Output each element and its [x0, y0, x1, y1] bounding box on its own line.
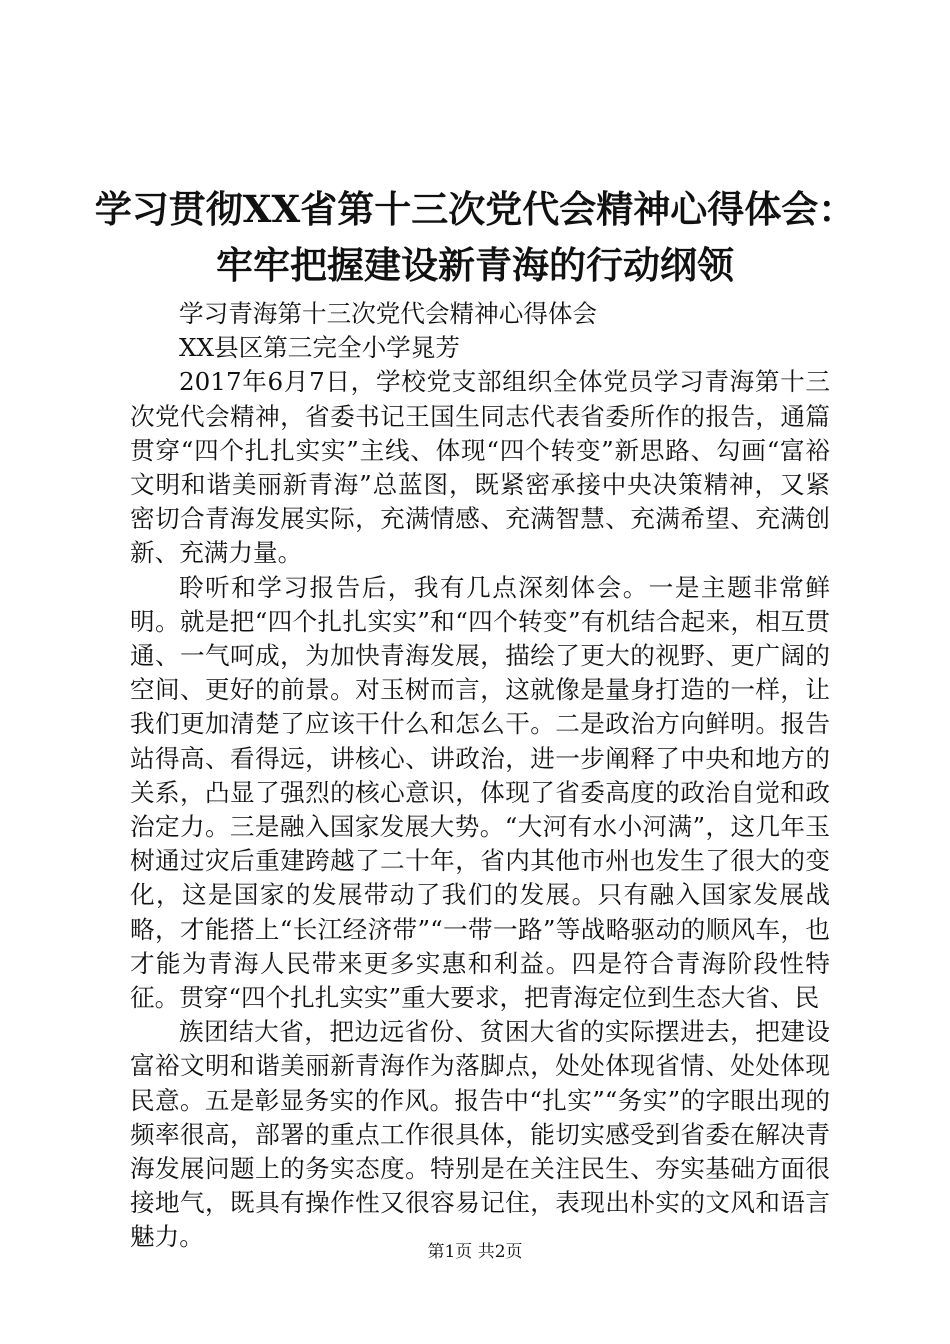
- document-title-line-2: 牢牢把握建设新青海的行动纲领: [216, 243, 734, 287]
- document-author: XX县区第三完全小学晁芳: [179, 333, 460, 363]
- document-title-line-1: 学习贯彻XX省第十三次党代会精神心得体会：: [94, 187, 856, 231]
- body-paragraph: 族团结大省，把边远省份、贫困大省的实际摆进去，把建设富裕文明和谐美丽新青海作为落脚点，处处体现省情、处处体现民意。五是彰显务实的作风。报告中“扎实”“务实”的字眼出现的频率很高，部署的重点工作很具体，能切实感受到省委在解决青海发展问题上的务实态度。特别是在关注民生、夯实基础方面很接地气，既具有操作性又很容易记住，表现出朴实的文风和语言魅力。: [130, 1017, 830, 1252]
- body-paragraph: 2017年6月7日，学校党支部组织全体党员学习青海第十三次党代会精神，省委书记王国生同志代表省委所作的报告，通篇贯穿“四个扎扎实实”主线、体现“四个转变”新思路、勾画“富裕文明和谐美丽新青海”总蓝图，既紧密承接中央决策精神，又紧密切合青海发展实际，充满情感、充满智慧、充满希望、充满创新、充满力量。: [130, 367, 830, 568]
- body-paragraph: 聆听和学习报告后，我有几点深刻体会。一是主题非常鲜明。就是把“四个扎扎实实”和“四个转变”有机结合起来，相互贯通、一气呵成，为加快青海发展，描绘了更大的视野、更广阔的空间、更好的前景。对玉树而言，这就像是量身打造的一样，让我们更加清楚了应该干什么和怎么干。二是政治方向鲜明。报告站得高、看得远，讲核心、讲政治，进一步阐释了中央和地方的关系，凸显了强烈的核心意识，体现了省委高度的政治自觉和政治定力。三是融入国家发展大势。“大河有水小河满”，这几年玉树通过灾后重建跨越了二十年，省内其他市州也发生了很大的变化，这是国家的发展带动了我们的发展。只有融入国家发展战略，才能搭上“长江经济带”“一带一路”等战略驱动的顺风车，也才能为青海人民带来更多实惠和利益。四是符合青海阶段性特征。贯穿“四个扎扎实实”重大要求，把青海定位到生态大省、民: [130, 572, 830, 1013]
- document-body: [130, 297, 830, 1255]
- page-footer: 第1页 共2页: [427, 1242, 523, 1262]
- document-subtitle: 学习青海第十三次党代会精神心得体会: [179, 299, 598, 328]
